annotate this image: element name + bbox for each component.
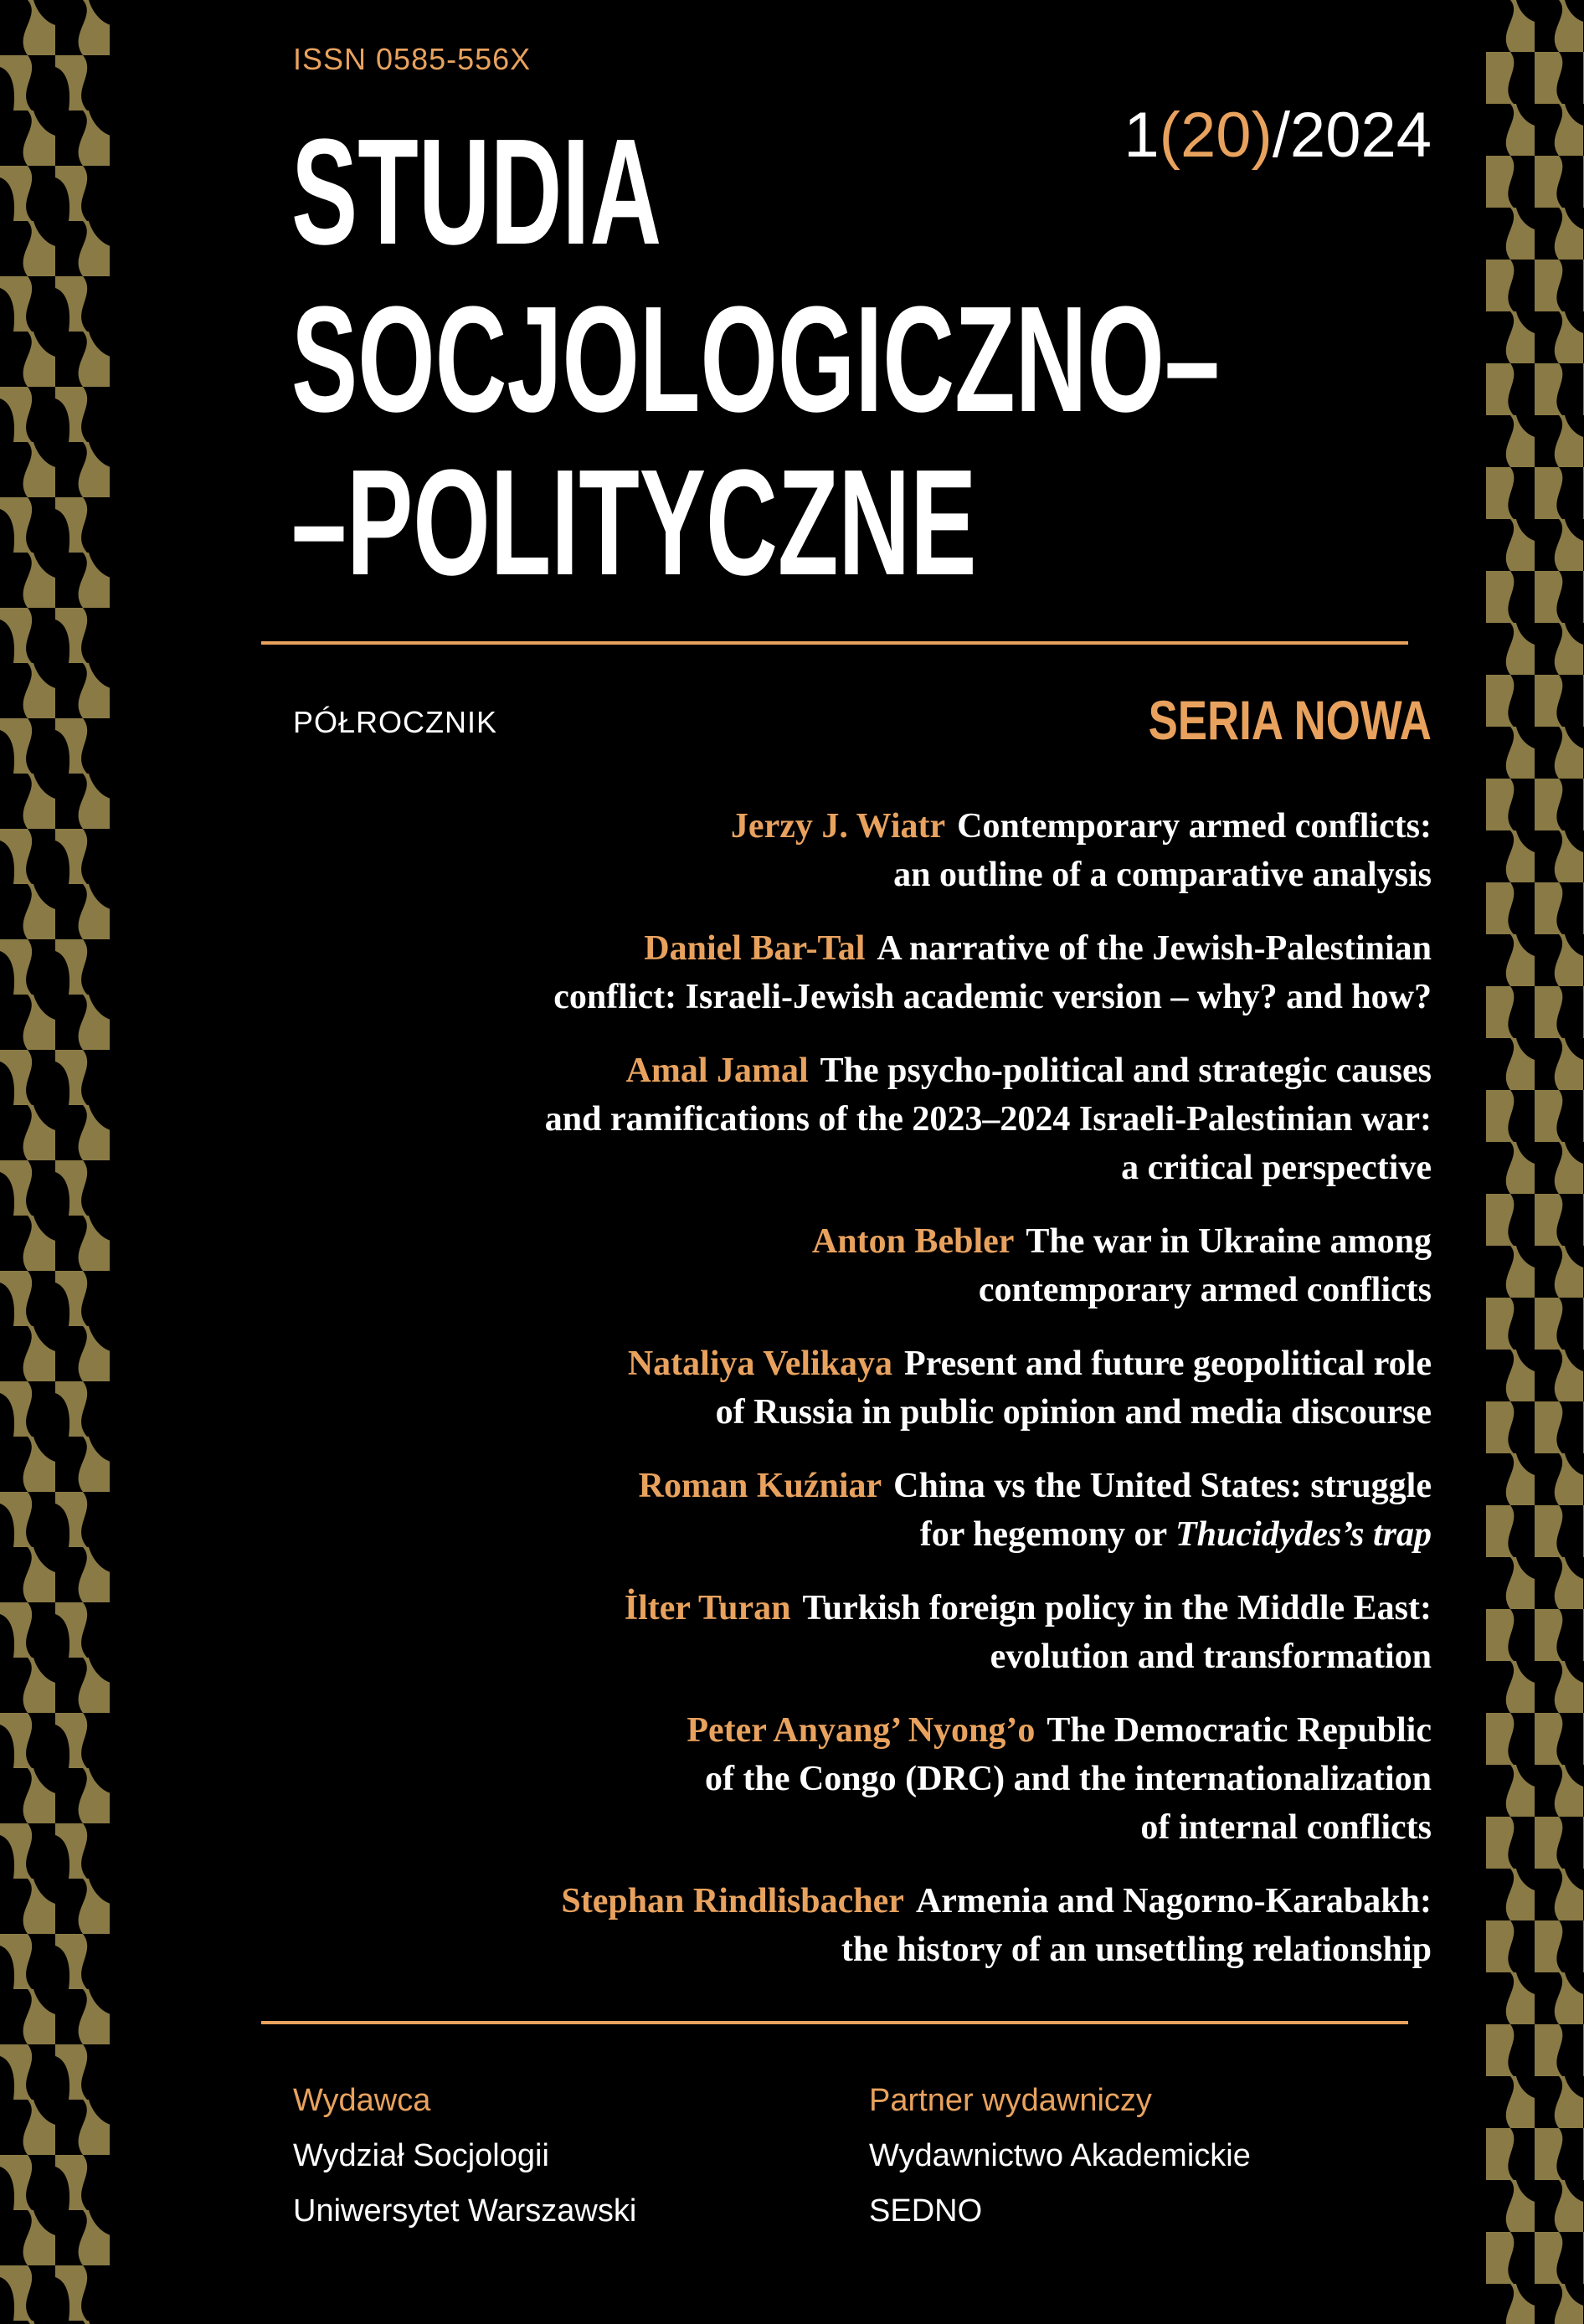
- article-title: of the Congo (DRC) and the internationalization: [705, 1760, 1432, 1798]
- journal-title-line-2: SOCJOLOGICZNO–: [291, 275, 1220, 444]
- toc-entry: [260, 802, 1432, 899]
- partner-label: Partner wydawniczy: [869, 2083, 1152, 2118]
- toc-entry: [260, 1462, 1432, 1559]
- series-label: SERIA NOWA: [1148, 689, 1432, 751]
- issue-suffix: /2024: [1272, 100, 1432, 171]
- article-author: İlter Turan: [624, 1589, 791, 1627]
- article-title: and ramifications of the 2023–2024 Israeli-Palestinian war:: [544, 1100, 1432, 1139]
- bottom-divider: [261, 2021, 1408, 2024]
- partner-line-2: SEDNO: [869, 2193, 983, 2229]
- article-title: evolution and transformation: [990, 1638, 1432, 1676]
- article-title: Turkish foreign policy in the Middle East:: [802, 1589, 1432, 1627]
- issn: ISSN 0585-556X: [293, 42, 532, 76]
- table-of-contents: [260, 802, 1432, 1999]
- toc-entry: [260, 1046, 1432, 1192]
- article-title: Armenia and Nagorno-Karabakh:: [915, 1882, 1432, 1920]
- article-title: China vs the United States: struggle: [893, 1467, 1432, 1505]
- article-author: Jerzy J. Wiatr: [730, 807, 946, 846]
- article-author: Daniel Bar-Tal: [644, 929, 866, 968]
- article-title: a critical perspective: [1121, 1149, 1432, 1187]
- publisher-line-1: Wydział Socjologii: [293, 2138, 549, 2173]
- article-title: Present and future geopolitical role: [904, 1345, 1432, 1383]
- partner-line-1: Wydawnictwo Akademickie: [869, 2138, 1251, 2173]
- toc-entry: [260, 1584, 1432, 1681]
- article-title: conflict: Israeli-Jewish academic version – why? and how?: [553, 978, 1432, 1016]
- decorative-pattern-left: [0, 0, 110, 2324]
- toc-entry: [260, 924, 1432, 1021]
- issue-highlight: (20): [1159, 100, 1273, 171]
- article-title: contemporary armed conflicts: [978, 1271, 1432, 1309]
- toc-entry: [260, 1339, 1432, 1437]
- journal-title-line-1: STUDIA: [291, 108, 662, 276]
- article-title-italic: Thucidydes’s trap: [1175, 1515, 1432, 1554]
- article-title: A narrative of the Jewish-Palestinian: [877, 929, 1432, 968]
- toc-entry: [260, 1877, 1432, 1974]
- article-author: Nataliya Velikaya: [627, 1345, 893, 1383]
- article-title: the history of an unsettling relationship: [841, 1931, 1432, 1969]
- article-title: The Democratic Republic: [1047, 1711, 1432, 1750]
- article-author: Roman Kuźniar: [638, 1467, 882, 1505]
- article-author: Anton Bebler: [811, 1222, 1015, 1261]
- publisher-line-2: Uniwersytet Warszawski: [293, 2193, 637, 2229]
- article-title: for hegemony or: [919, 1515, 1167, 1554]
- article-title: of Russia in public opinion and media discourse: [715, 1393, 1432, 1432]
- partner-block: [869, 2073, 1251, 2239]
- article-author: Amal Jamal: [625, 1051, 809, 1090]
- article-title: an outline of a comparative analysis: [893, 856, 1432, 894]
- journal-title-line-3: –POLITYCZNE: [291, 439, 977, 607]
- toc-entry: [260, 1217, 1432, 1314]
- toc-entry: [260, 1706, 1432, 1852]
- article-author: Stephan Rindlisbacher: [561, 1882, 904, 1920]
- publisher-label: Wydawca: [293, 2083, 431, 2118]
- top-divider: [261, 641, 1408, 645]
- decorative-pattern-right: [1486, 0, 1584, 2324]
- frequency-label: PÓŁROCZNIK: [293, 705, 498, 739]
- article-title: Contemporary armed conflicts:: [957, 807, 1432, 846]
- article-title: The psycho-political and strategic causes: [820, 1051, 1432, 1090]
- publisher-block: [293, 2073, 636, 2239]
- article-author: Peter Anyang’ Nyong’o: [687, 1711, 1036, 1750]
- article-title: of internal conflicts: [1140, 1808, 1432, 1847]
- article-title: The war in Ukraine among: [1026, 1222, 1432, 1261]
- issue-number: [1124, 99, 1432, 172]
- issue-prefix: 1: [1124, 100, 1160, 171]
